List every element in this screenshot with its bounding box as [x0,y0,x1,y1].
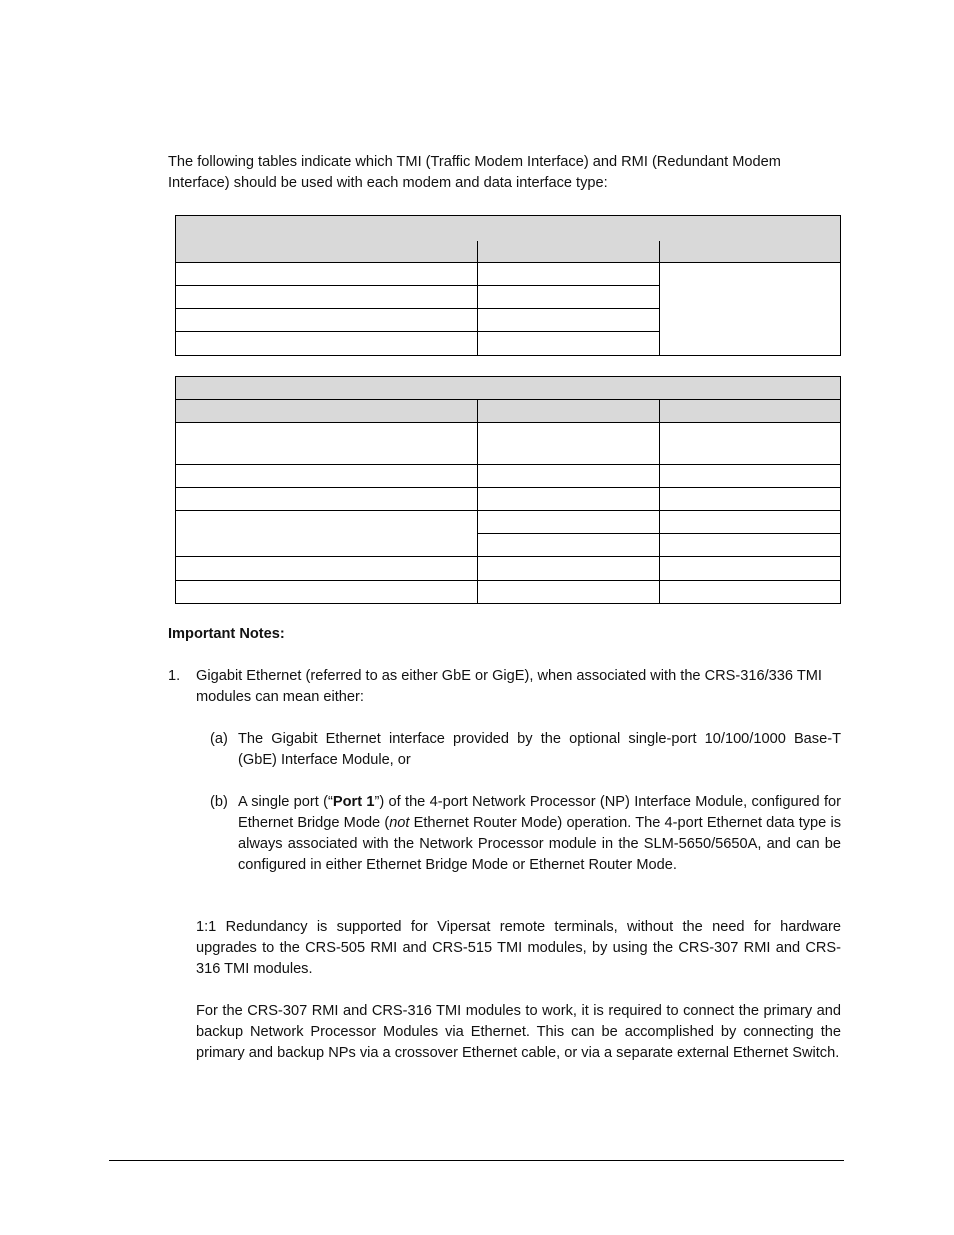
note-1-text: Gigabit Ethernet (referred to as either GbE or GigE), when associated with the CRS-316/336 TMI modules can mean either: [196,668,822,705]
table-1-row [175,285,477,308]
note-1b-part2: ”) of the 4-port Network Processor (NP) Interface Module, configured for Ethernet Bridge Mode ( [238,794,842,831]
table-1-header [175,215,841,262]
note-1a-label: (a) [210,731,228,747]
notes-title: Important Notes: [168,626,285,642]
table-2-row [175,580,841,603]
table-1-row [175,308,477,331]
note-1b-text [238,792,841,876]
table-2-row [175,464,841,487]
note-1b-emphasis: not [389,815,410,831]
note-1a-text: The Gigabit Ethernet interface provided by the optional single-port 10/100/1000 Base-T (GbE) Interface Module, or [238,731,841,768]
intro-paragraph: The following tables indicate which TMI (Traffic Modem Interface) and RMI (Redundant Modem Interface) should be used with each modem and data interface type: [168,154,781,191]
table-2-row [175,556,841,580]
table-2 [175,376,841,604]
table-1 [175,215,841,356]
note-1b-part1: A single port (“ [238,794,333,810]
note-1b-label: (b) [210,794,228,810]
note-1b-part3: Ethernet Router Mode) operation. The 4-port Ethernet data type is always associated with the Network Processor module in the SLM-5650/5650A, and can be configured in either Ethernet Bridge Mode or Ethernet Router Mode. [238,815,841,873]
table-1-merged-cell [659,262,840,355]
table-1-row [175,262,477,285]
table-2-row [175,510,841,556]
table-2-row [175,422,841,464]
connection-paragraph: For the CRS-307 RMI and CRS-316 TMI modules to work, it is required to connect the primary and backup Network Processor Modules via Ethernet. This can be accomplished by connecting the primary and backup NPs via a crossover Ethernet cable, or via a separate external Ethernet Switch. [196,1003,841,1061]
table-1-row [175,331,477,355]
note-1-number: 1. [168,668,181,684]
note-1b-port-label: Port 1 [332,794,375,810]
table-2-row [175,487,841,510]
footer-rule [109,1160,844,1161]
redundancy-paragraph: 1:1 Redundancy is supported for Vipersat remote terminals, without the need for hardware upgrades to the CRS-505 RMI and CRS-515 TMI modules, by using the CRS-307 RMI and CRS-316 TMI modules. [196,919,841,977]
